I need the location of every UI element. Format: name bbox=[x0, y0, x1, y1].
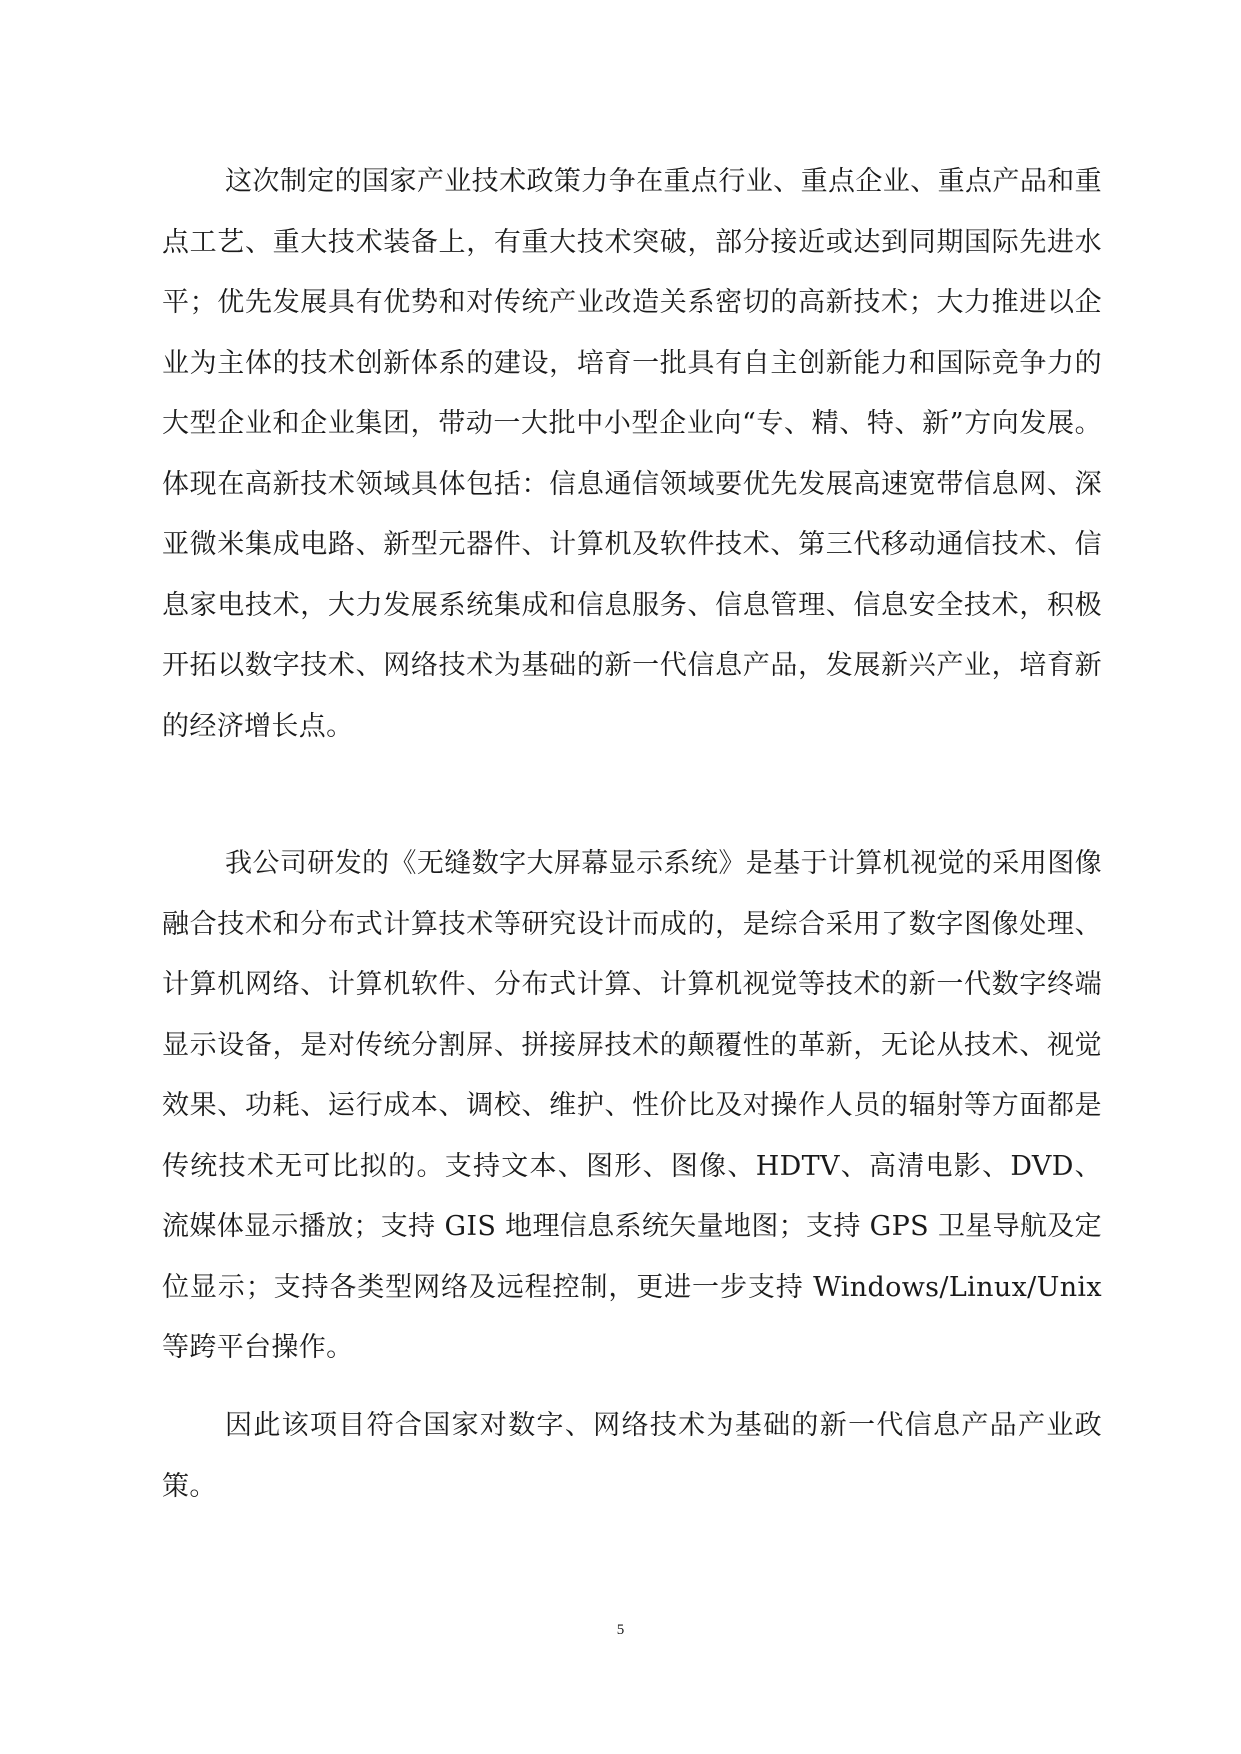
paragraph-display-system: 我公司研发的《无缝数字大屏幕显示系统》是基于计算机视觉的采用图像融合技术和分布式计算技术等研究设计而成的，是综合采用了数字图像处理、计算机网络、计算机软件、分布式计算、计算机视觉等技术的新一代数字终端显示设备，是对传统分割屏、拼接屏技术的颠覆性的革新，无论从技术、视觉效果、功耗、运行成本、调校、维护、性价比及对操作人员的辐射等方面都是传统技术无可比拟的。支持文本、图形、图像、HDTV、高清电影、DVD、流媒体显示播放；支持 GIS 地理信息系统矢量地图；支持 GPS 卫星导航及定位显示；支持各类型网络及远程控制，更进一步支持 Windows/Linux/Unix 等跨平台操作。 bbox=[162, 848, 1102, 1363]
page-number: 5 bbox=[616, 1622, 625, 1638]
paragraph-industry-policy: 这次制定的国家产业技术政策力争在重点行业、重点企业、重点产品和重点工艺、重大技术装备上，有重大技术突破，部分接近或达到同期国际先进水平；优先发展具有优势和对传统产业改造关系密切的高新技术；大力推进以企业为主体的技术创新体系的建设，培育一批具有自主创新能力和国际竞争力的大型企业和企业集团，带动一大批中小型企业向“专、精、特、新”方向发展。体现在高新技术领域具体包括：信息通信领域要优先发展高速宽带信息网、深亚微米集成电路、新型元器件、计算机及软件技术、第三代移动通信技术、信息家电技术，大力发展系统集成和信息服务、信息管理、信息安全技术，积极开拓以数字技术、网络技术为基础的新一代信息产品，发展新兴产业，培育新的经济增长点。 bbox=[162, 166, 1102, 742]
paragraph-conclusion: 因此该项目符合国家对数字、网络技术为基础的新一代信息产品产业政策。 bbox=[162, 1410, 1102, 1502]
